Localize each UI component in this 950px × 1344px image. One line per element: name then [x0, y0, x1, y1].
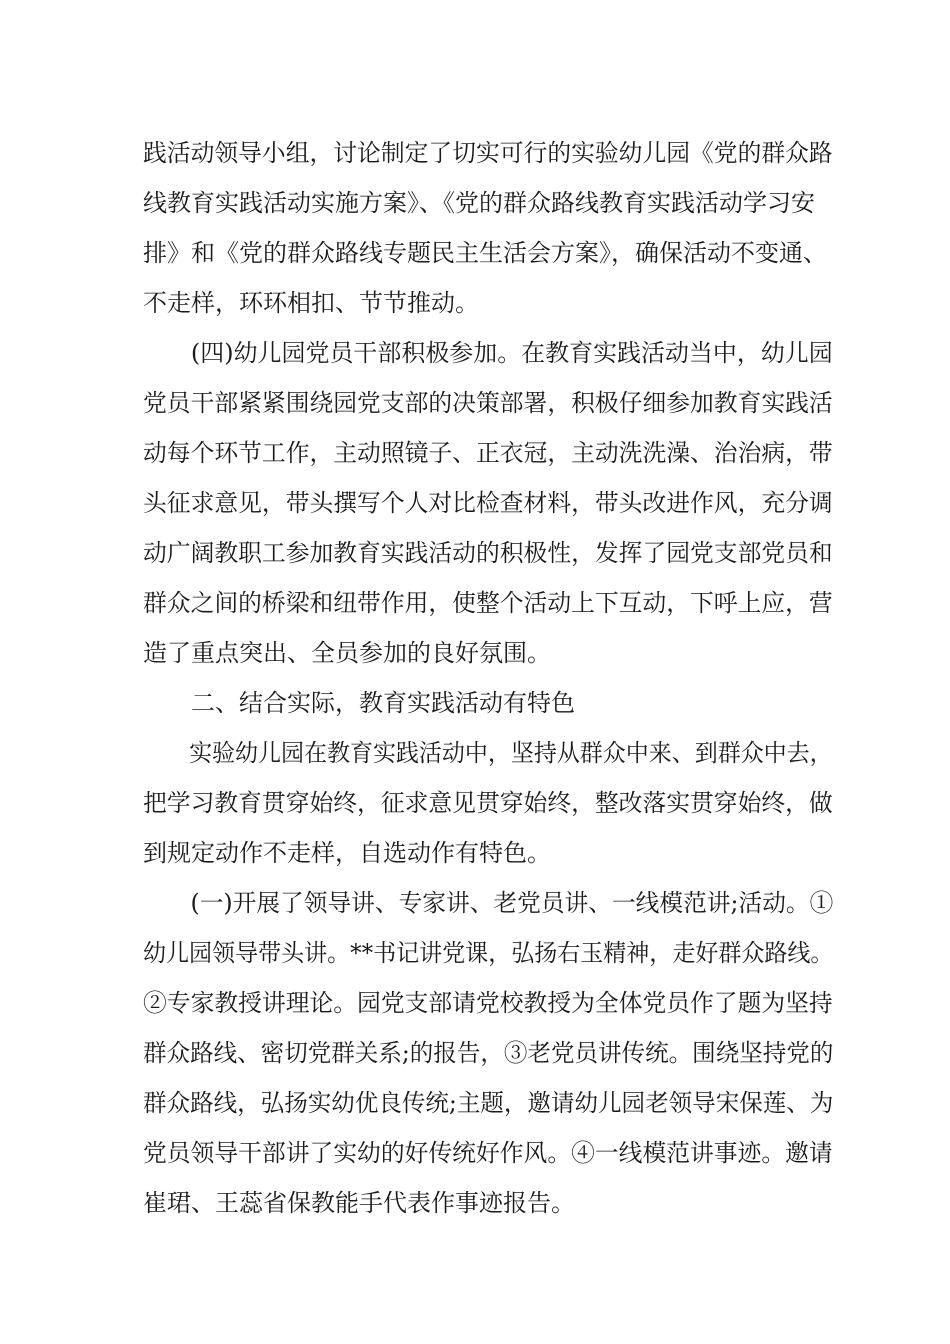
text-line: 实验幼儿园在教育实践活动中，坚持从群众中来、到群众中去，: [189, 739, 833, 767]
text-line: 到规定动作不走样，自选动作有特色。: [143, 839, 551, 867]
text-line: 党员领导干部讲了实幼的好传统好作风。④一线模范讲事迹。邀请: [143, 1139, 833, 1167]
text-line: 群众路线，弘扬实幼优良传统;主题，邀请幼儿园老领导宋保莲、为: [143, 1089, 834, 1117]
text-line: 群众路线、密切党群关系;的报告，③老党员讲传统。围绕坚持党的: [143, 1039, 834, 1067]
text-line: (四)幼儿园党员干部积极参加。在教育实践活动当中，幼儿园: [190, 339, 833, 367]
text-line: 崔珺、王蕊省保教能手代表作事迹报告。: [143, 1189, 575, 1217]
text-line: 不走样，环环相扣、节节推动。: [143, 289, 479, 317]
document-body: [143, 128, 833, 1228]
text-line: 线教育实践活动实施方案》、《党的群众路线教育实践活动学习安: [143, 189, 815, 217]
text-line: 党员干部紧紧围绕园党支部的决策部署，积极仔细参加教育实践活: [143, 389, 833, 417]
section-heading: 二、结合实际，教育实践活动有特色: [191, 689, 575, 717]
text-line: 幼儿园领导带头讲。**书记讲党课，弘扬右玉精神，走好群众路线。: [143, 939, 834, 967]
text-line: ②专家教授讲理论。园党支部请党校教授为全体党员作了题为坚持: [143, 989, 833, 1017]
text-line: 动广阔教职工参加教育实践活动的积极性，发挥了园党支部党员和: [143, 539, 833, 567]
text-line: 把学习教育贯穿始终，征求意见贯穿始终，整改落实贯穿始终，做: [143, 789, 833, 817]
text-line: 动每个环节工作，主动照镜子、正衣冠，主动洗洗澡、治治病，带: [143, 439, 833, 467]
text-line: (一)开展了领导讲、专家讲、老党员讲、一线模范讲;活动。①: [190, 889, 834, 917]
text-line: 头征求意见，带头撰写个人对比检查材料，带头改进作风，充分调: [143, 489, 833, 517]
text-line: 造了重点突出、全员参加的良好氛围。: [143, 639, 551, 667]
text-line: 排》和《党的群众路线专题民主生活会方案》，确保活动不变通、: [143, 239, 827, 267]
text-line: 践活动领导小组，讨论制定了切实可行的实验幼儿园《党的群众路: [143, 139, 833, 167]
text-line: 群众之间的桥梁和纽带作用，使整个活动上下互动，下呼上应，营: [143, 589, 833, 617]
